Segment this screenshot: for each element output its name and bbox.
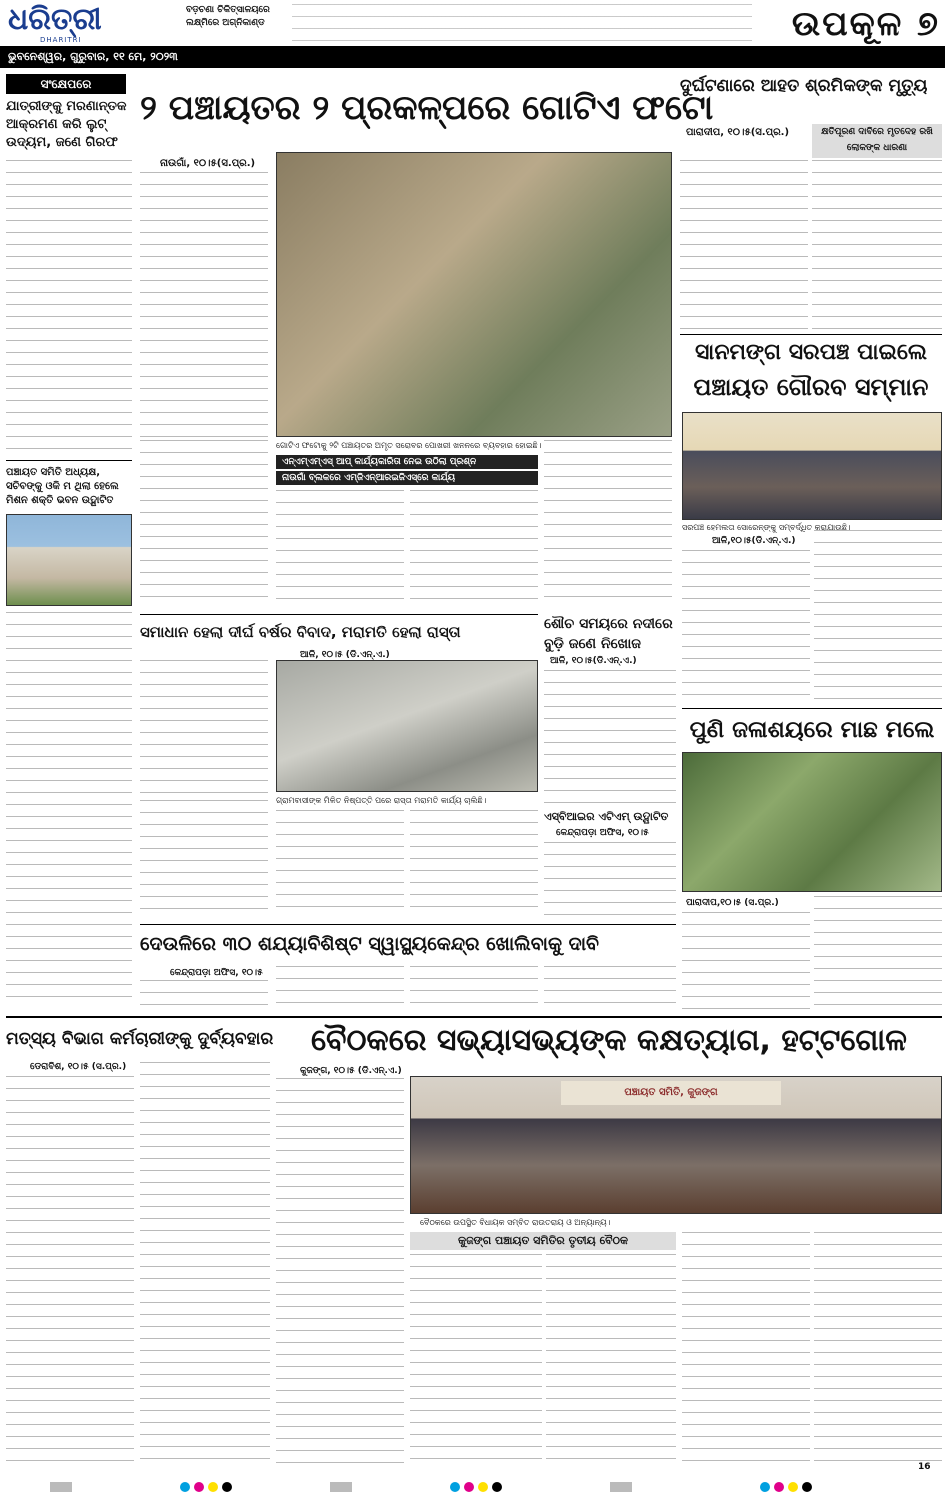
newspaper-logo-sub: DHARITRI bbox=[40, 36, 82, 44]
registration-mark bbox=[180, 1482, 190, 1492]
road-body-col2 bbox=[276, 810, 404, 918]
meeting-photo bbox=[410, 1076, 942, 1214]
health-body-col3 bbox=[410, 966, 538, 1012]
meeting-body-col1 bbox=[276, 1078, 404, 1468]
registration-mark bbox=[208, 1482, 218, 1492]
health-body-col1 bbox=[140, 980, 268, 1012]
meeting-banner: ପଞ୍ଚାୟତ ସମିତି, କୁଜଙ୍ଗ bbox=[561, 1081, 781, 1105]
divider bbox=[682, 708, 942, 709]
brief-body-2 bbox=[6, 612, 132, 1007]
meeting-subhead: କୁଜଙ୍ଗ ପଞ୍ଚାୟତ ସମିତିର ତୃତୀୟ ବୈଠକ bbox=[410, 1232, 676, 1250]
fish-pond-photo bbox=[682, 752, 942, 892]
fish-dateline: ପାରାଦୀପ,୧୦।୫ (ସ.ପ୍ର.) bbox=[686, 898, 779, 908]
divider bbox=[680, 334, 942, 335]
road-dateline: ଆଳି, ୧୦।୫ (ଡି.ଏନ୍.ଏ.) bbox=[300, 650, 390, 660]
drown-body bbox=[544, 670, 676, 806]
lead-bullet-1: ଏନ୍‌ଏମ୍‌ଏମ୍‌ଏସ୍ ଆପ୍ କାର୍ଯ୍ୟକାରିତା ନେଇ ଉଠିଲା ପ୍ରଶ୍ନ bbox=[276, 455, 538, 469]
meeting-body-col3 bbox=[546, 1254, 676, 1468]
accident-dateline: ପାରାଦୀପ, ୧୦।୫(ସ.ପ୍ର.) bbox=[686, 127, 790, 138]
brief-body bbox=[6, 160, 132, 455]
divider bbox=[6, 460, 132, 461]
fish-body-col1 bbox=[682, 912, 810, 1012]
drown-headline: ଶୌଚ ସମୟରେ ନଦୀରେ ବୁଡ଼ି ଜଣେ ନିଖୋଜ bbox=[544, 616, 673, 652]
award-headline-2: ପଞ୍ଚାୟତ ଗୌରବ ସମ୍ମାନ bbox=[693, 373, 929, 401]
masthead bbox=[0, 0, 945, 52]
lead-body-col2 bbox=[276, 490, 404, 608]
registration-mark bbox=[760, 1482, 770, 1492]
fishery-body-col2 bbox=[140, 1062, 270, 1468]
lead-body-col1 bbox=[140, 172, 268, 437]
meeting-caption: ବୈଠକରେ ଉପସ୍ଥିତ ବିଧାୟକ ସମ୍ବିତ ରାଉତରାୟ ଓ ଅନ୍ୟାନ୍ୟ। bbox=[420, 1218, 611, 1227]
award-caption: ସରପଞ୍ଚ ହେମଲତା ସୋରେନ୍‌ଙ୍କୁ ସମ୍ବର୍ଦ୍ଧିତ କରାଯାଉଛି। bbox=[682, 523, 851, 532]
fishery-dateline: ଡେରାବିଶ, ୧୦।୫ (ସ.ପ୍ର.) bbox=[30, 1062, 127, 1072]
accident-highlight-box: କ୍ଷତିପୂରଣ ଦାବିରେ ମୃତଦେହ ରଖି ଲୋକଙ୍କ ଧାରଣା bbox=[812, 124, 942, 158]
workers-photo bbox=[276, 152, 672, 437]
lead-dateline: ନାଉଗାଁ, ୧୦।୫(ସ.ପ୍ର.) bbox=[160, 158, 256, 169]
accident-headline: ଦୁର୍ଘଟଣାରେ ଆହତ ଶ୍ରମିକଙ୍କ ମୃତ୍ୟୁ bbox=[680, 76, 928, 96]
registration-mark bbox=[464, 1482, 474, 1492]
lead-body-col3 bbox=[410, 490, 538, 608]
dateline: ଭୁବନେଶ୍ୱର, ଗୁରୁବାର, ୧୧ ମେ, ୨୦୨୩ bbox=[0, 46, 945, 68]
atm-dateline: କେନ୍ଦ୍ରାପଡ଼ା ଅଫିସ, ୧୦।୫ bbox=[556, 828, 649, 838]
award-dateline: ଆଳି,୧୦।୫(ଡି.ଏନ୍.ଏ.) bbox=[712, 536, 796, 546]
fish-body-col2 bbox=[814, 896, 942, 1012]
registration-mark bbox=[788, 1482, 798, 1492]
lead-body-col4 bbox=[544, 440, 672, 608]
award-headline-1: ସାନମଙ୍ଗ ସରପଞ୍ଚ ପାଇଲେ bbox=[694, 340, 928, 365]
meeting-body-col5 bbox=[814, 1232, 942, 1468]
road-caption: ଗ୍ରାମବାସୀଙ୍କ ମିଳିତ ନିଷ୍ପତ୍ତି ପରେ ରାସ୍ତା ମରାମତି କାର୍ଯ୍ୟ ଚାଲିଛି। bbox=[276, 796, 487, 805]
brief-label: ସଂକ୍ଷେପରେ bbox=[6, 74, 126, 94]
mission-shakti-building-photo bbox=[6, 514, 132, 606]
award-body-col2 bbox=[814, 530, 942, 700]
brief-headline: ଯାତ୍ରୀଙ୍କୁ ମରଣାନ୍ତକ ଆକ୍ରମଣ କରି ଲୁଟ୍ ଉଦ୍ୟମ, ଜଣେ ଗିରଫ bbox=[6, 99, 127, 150]
registration-mark bbox=[194, 1482, 204, 1492]
accident-body-col1 bbox=[680, 160, 808, 330]
fishery-body-col1 bbox=[6, 1076, 134, 1468]
road-headline: ସମାଧାନ ହେଲା ଦୀର୍ଘ ବର୍ଷର ବିବାଦ, ମରାମତି ହେଲା ରାସ୍ତା bbox=[140, 623, 461, 641]
registration-mark bbox=[610, 1482, 632, 1492]
road-body-col3 bbox=[410, 810, 538, 918]
section-name: ଉପକୂଳ ୭ bbox=[791, 4, 940, 44]
meeting-dateline: କୁଜଙ୍ଗ, ୧୦।୫ (ଡି.ଏନ୍.ଏ.) bbox=[300, 1066, 402, 1076]
registration-mark bbox=[330, 1482, 352, 1492]
atm-headline: ଏସ୍‌ବିଆଇର ଏଟିଏମ୍ ଉଦ୍ଘାଟିତ bbox=[544, 810, 669, 823]
road-repair-photo bbox=[276, 660, 538, 792]
fish-headline: ପୁଣି ଜଳାଶୟରେ ମାଛ ମଲେ bbox=[689, 717, 935, 743]
divider bbox=[140, 924, 676, 925]
registration-mark bbox=[802, 1482, 812, 1492]
accident-body-col2 bbox=[812, 160, 942, 330]
registration-mark bbox=[774, 1482, 784, 1492]
registration-mark bbox=[478, 1482, 488, 1492]
lead-body-col1b bbox=[140, 440, 268, 608]
page-number: 16 bbox=[918, 1462, 931, 1472]
divider bbox=[140, 614, 538, 615]
atm-body bbox=[544, 842, 676, 918]
meeting-headline: ବୈଠକରେ ସଭ୍ୟାସଭ୍ୟଙ୍କ କକ୍ଷତ୍ୟାଗ, ହଟ୍ଟଗୋଳ bbox=[311, 1023, 907, 1058]
print-registration-strip bbox=[0, 1462, 945, 1497]
lead-bullet-2: ନାଉଗାଁ ବ୍ଲକରେ ଏମ୍‌ଜିଏନ୍‌ଆରଇଜିଏସ୍‌ରେ କାର୍ଯ୍ୟ bbox=[276, 471, 538, 485]
road-body-col1 bbox=[140, 660, 268, 795]
top-brief-body bbox=[292, 4, 752, 44]
registration-mark bbox=[50, 1482, 72, 1492]
award-body-col1 bbox=[682, 550, 810, 700]
meeting-body-col2 bbox=[410, 1254, 542, 1468]
meeting-body-col4 bbox=[682, 1232, 810, 1468]
newspaper-logo: ଧରିତ୍ରୀ bbox=[8, 2, 102, 37]
health-body-col4 bbox=[544, 966, 676, 1012]
registration-mark bbox=[222, 1482, 232, 1492]
top-brief-title: ବଡ଼ଚଣା ଚିକିତ୍ସାଳୟରେ ଲକ୍ଷ୍ମିରେ ଅଗ୍ନିକାଣ୍ଡ bbox=[186, 5, 270, 28]
health-body-col2 bbox=[276, 966, 404, 1012]
registration-mark bbox=[450, 1482, 460, 1492]
award-ceremony-photo bbox=[682, 412, 942, 520]
fishery-headline: ମତ୍ସ୍ୟ ବିଭାଗ କର୍ମଚାରୀଙ୍କୁ ଦୁର୍ବ୍ୟବହାର bbox=[6, 1029, 274, 1049]
registration-mark bbox=[492, 1482, 502, 1492]
health-dateline: କେନ୍ଦ୍ରାପଡ଼ା ଅଫିସ, ୧୦।୫ bbox=[170, 968, 263, 978]
brief-headline-2: ପଞ୍ଚାୟତ ସମିତି ଅଧ୍ୟକ୍ଷ, ସଚିବଙ୍କୁ ଓକି ମ ଥିଲା ହେଲେ ମିଶନ ଶକ୍ତି ଭବନ ଉଦ୍ଘାଟିତ bbox=[6, 467, 119, 506]
road-body-col1b bbox=[140, 800, 268, 918]
lead-photo-caption: ଗୋଟିଏ ଫଟୋକୁ ୨ଟି ପଞ୍ଚାୟତର ଅମୃତ ସରୋବର ପୋଖରୀ ଖନନରେ ବ୍ୟବହାର ହୋଇଛି। bbox=[276, 441, 542, 450]
lead-headline: ୨ ପଞ୍ଚାୟତର ୨ ପ୍ରକଳ୍ପରେ ଗୋଟିଏ ଫଟୋ bbox=[140, 88, 714, 128]
health-headline: ଦେଉଳିରେ ୩୦ ଶଯ୍ୟାବିଶିଷ୍ଟ ସ୍ୱାସ୍ଥ୍ୟକେନ୍ଦ୍ର ଖୋଲିବାକୁ ଦାବି bbox=[140, 933, 600, 955]
drown-dateline: ଆଳି, ୧୦।୫(ଡି.ଏନ୍.ଏ.) bbox=[550, 656, 637, 666]
